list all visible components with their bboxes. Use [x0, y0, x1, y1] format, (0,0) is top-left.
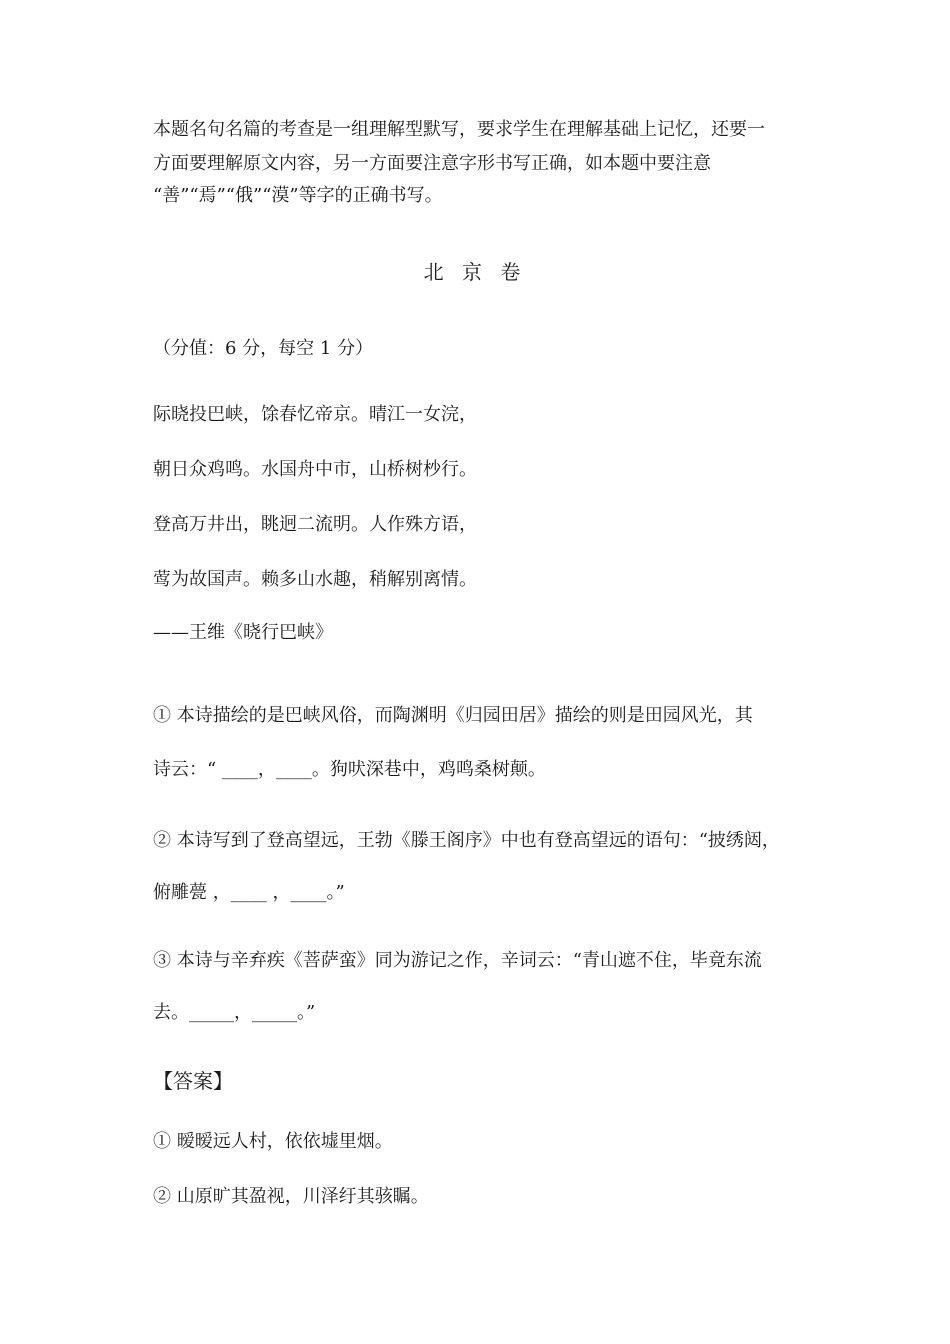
question-text: 诗云：“ ____，____。狗吠深巷中，鸡鸣桑树颠。: [153, 759, 546, 780]
poem-line: 莺为故国声。赖多山水趣，稍解别离情。: [153, 569, 477, 590]
answer-heading: 【答案】: [153, 1069, 233, 1093]
score-note: （分值：6 分，每空 1 分）: [153, 338, 374, 359]
question-text: 去。_____，_____。”: [153, 1002, 316, 1023]
poem-line: 际晓投巴峡，馀春忆帝京。晴江一女浣，: [153, 404, 477, 425]
intro-line: 方面要理解原文内容，另一方面要注意字形书写正确，如本题中要注意: [153, 153, 711, 174]
intro-line: 本题名句名篇的考查是一组理解型默写，要求学生在理解基础上记忆，还要一: [153, 119, 765, 140]
answer-item: ① 暧暧远人村，依依墟里烟。: [153, 1131, 393, 1152]
section-title: 北 京 卷: [423, 260, 527, 284]
question-text: ② 本诗写到了登高望远，王勃《滕王阁序》中也有登高望远的语句：“披绣闼，: [153, 830, 780, 851]
poem-attribution: ——王维《晓行巴峡》: [153, 622, 333, 643]
answer-item: ② 山原旷其盈视，川泽纡其骇瞩。: [153, 1186, 429, 1207]
question-text: ③ 本诗与辛弃疾《菩萨蛮》同为游记之作，辛词云：“青山遮不住，毕竟东流: [153, 950, 762, 971]
intro-line: “善”“焉”“俄”“漠”等字的正确书写。: [153, 185, 443, 206]
poem-line: 登高万井出，眺迥二流明。人作殊方语，: [153, 514, 477, 535]
question-text: ① 本诗描绘的是巴峡风俗，而陶渊明《归园田居》描绘的则是田园风光，其: [153, 705, 753, 726]
question-text: 俯雕甍 ，____ ，____。”: [153, 882, 345, 903]
poem-line: 朝日众鸡鸣。水国舟中市，山桥树杪行。: [153, 459, 477, 480]
